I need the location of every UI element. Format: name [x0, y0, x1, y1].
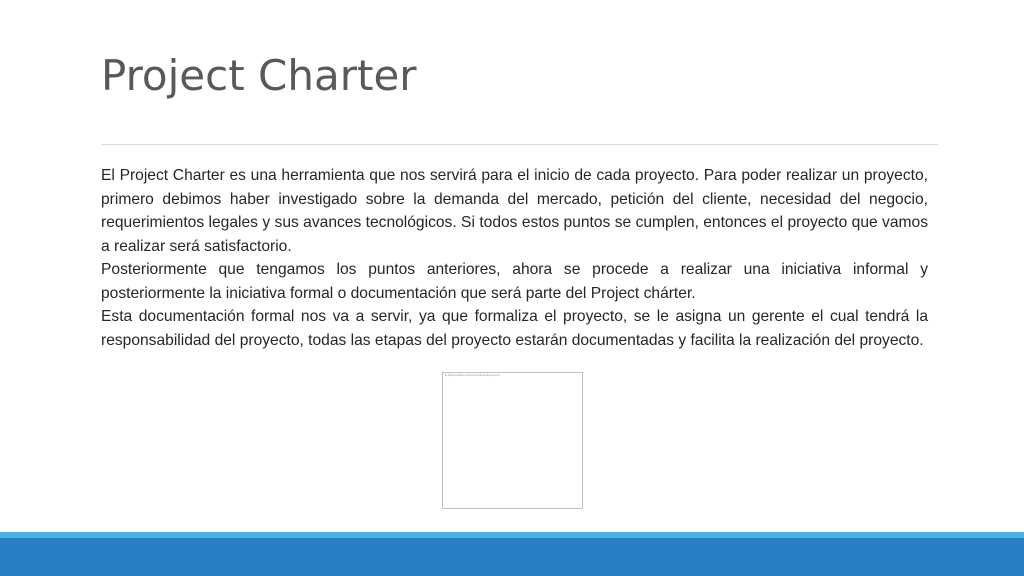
body-paragraph-2: Posteriormente que tengamos los puntos anteriores, ahora se procede a realizar una iniciativa informal y posteriormente la iniciativa formal o documentación que será parte del Project chárter.	[101, 261, 928, 302]
body-paragraph-3: Esta documentación formal nos va a servir, ya que formaliza el proyecto, se le asigna un gerente el cual tendrá la responsabilidad del proyecto, todas las etapas del proyecto estarán documentadas y facilita la realización del proyecto.	[101, 308, 928, 349]
slide-body	[101, 164, 928, 352]
title-divider	[101, 144, 938, 145]
image-caption: El Project Charter documento formal del proyecto	[445, 374, 500, 377]
footer-bar	[0, 538, 1024, 576]
slide-title: Project Charter	[101, 51, 417, 100]
embedded-image-placeholder	[442, 372, 583, 509]
body-paragraph-1: El Project Charter es una herramienta que nos servirá para el inicio de cada proyecto. Para poder realizar un proyecto, primero debimos haber investigado sobre la demanda del mercado, petición del cliente, necesidad del negocio, requerimientos legales y sus avances tecnológicos. Si todos estos puntos se cumplen, entonces el proyecto que vamos a realizar será satisfactorio.	[101, 167, 928, 255]
